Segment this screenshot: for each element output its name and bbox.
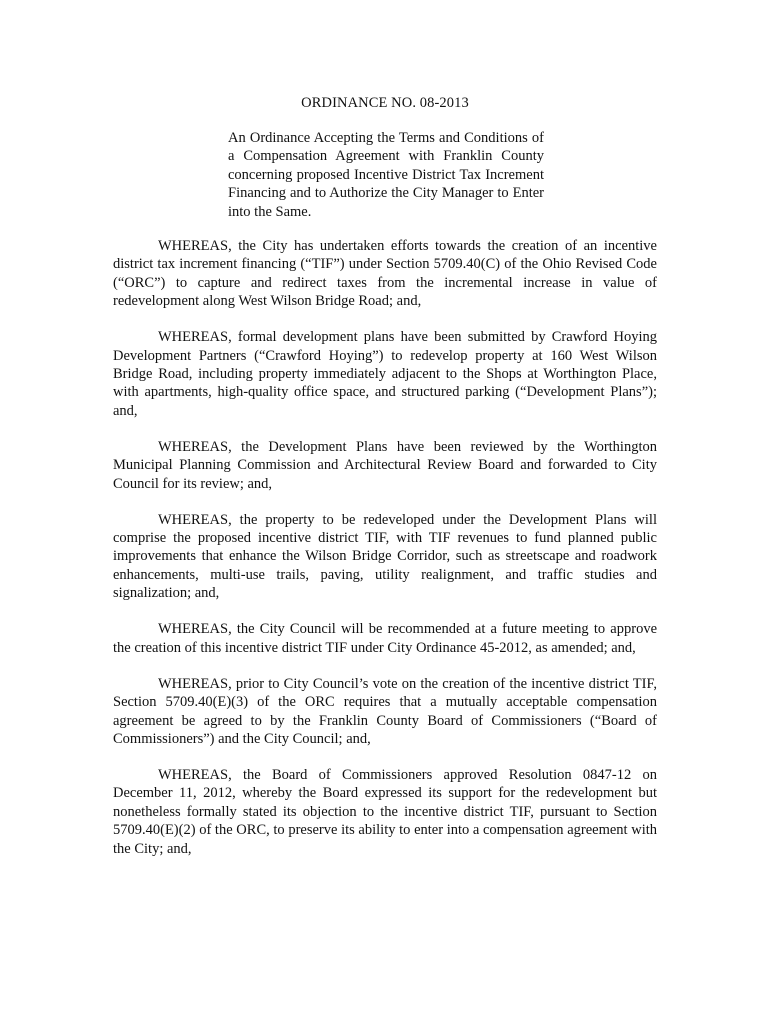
ordinance-title: ORDINANCE NO. 08-2013 bbox=[301, 95, 469, 111]
whereas-paragraph-development-plans: WHEREAS, formal development plans have been submitted by Crawford Hoying Development Partners (“Crawford Hoying”) to redevelop property at 160 West Wilson Bridge Road, including property immediately adjacent to the Shops at Worthington Place, with apartments, high-quality office space, and structured parking (“Development Plans”); and, bbox=[113, 329, 657, 419]
whereas-paragraph-tif-revenues: WHEREAS, the property to be redeveloped under the Development Plans will comprise the proposed incentive district TIF, with TIF revenues to fund planned public improvements that enhance the Wilson Bridge Corridor, such as streetscape and roadwork enhancements, multi-use trails, paving, utility realignment, and traffic studies and signalization; and, bbox=[113, 511, 657, 602]
whereas-paragraph-tif-creation: WHEREAS, the City has undertaken efforts towards the creation of an incentive district tax increment financing (“TIF”) under Section 5709.40(C) of the Ohio Revised Code (“ORC”) to capture and redirect taxes from the incremental increase in value of redevelopment along West Wilson Bridge Road; and, bbox=[113, 238, 657, 310]
ordinance-synopsis: An Ordinance Accepting the Terms and Conditions of a Compensation Agreement with Franklin County concerning proposed Incentive District Tax Increment Financing and to Authorize the City Manager to Enter into the Same. bbox=[228, 130, 544, 220]
whereas-paragraph-council-approval: WHEREAS, the City Council will be recommended at a future meeting to approve the creation of this incentive district TIF under City Ordinance 45-2012, as amended; and, bbox=[113, 621, 657, 656]
whereas-paragraph-planning-review: WHEREAS, the Development Plans have been reviewed by the Worthington Municipal Planning Commission and Architectural Review Board and forwarded to City Council for its review; and, bbox=[113, 438, 657, 492]
ordinance-body bbox=[113, 237, 657, 876]
whereas-paragraph-board-resolution: WHEREAS, the Board of Commissioners approved Resolution 0847-12 on December 11, 2012, whereby the Board expressed its support for the redevelopment but nonetheless formally stated its objection to the incentive district TIF, pursuant to Section 5709.40(E)(2) of the ORC, to preserve its ability to enter into a compensation agreement with the City; and, bbox=[113, 766, 657, 857]
whereas-paragraph-compensation-agreement: WHEREAS, prior to City Council’s vote on the creation of the incentive district TIF, Section 5709.40(E)(3) of the ORC requires that a mutually acceptable compensation agreement be agreed to by the Franklin County Board of Commissioners (“Board of Commissioners”) and the City Council; and, bbox=[113, 675, 657, 747]
